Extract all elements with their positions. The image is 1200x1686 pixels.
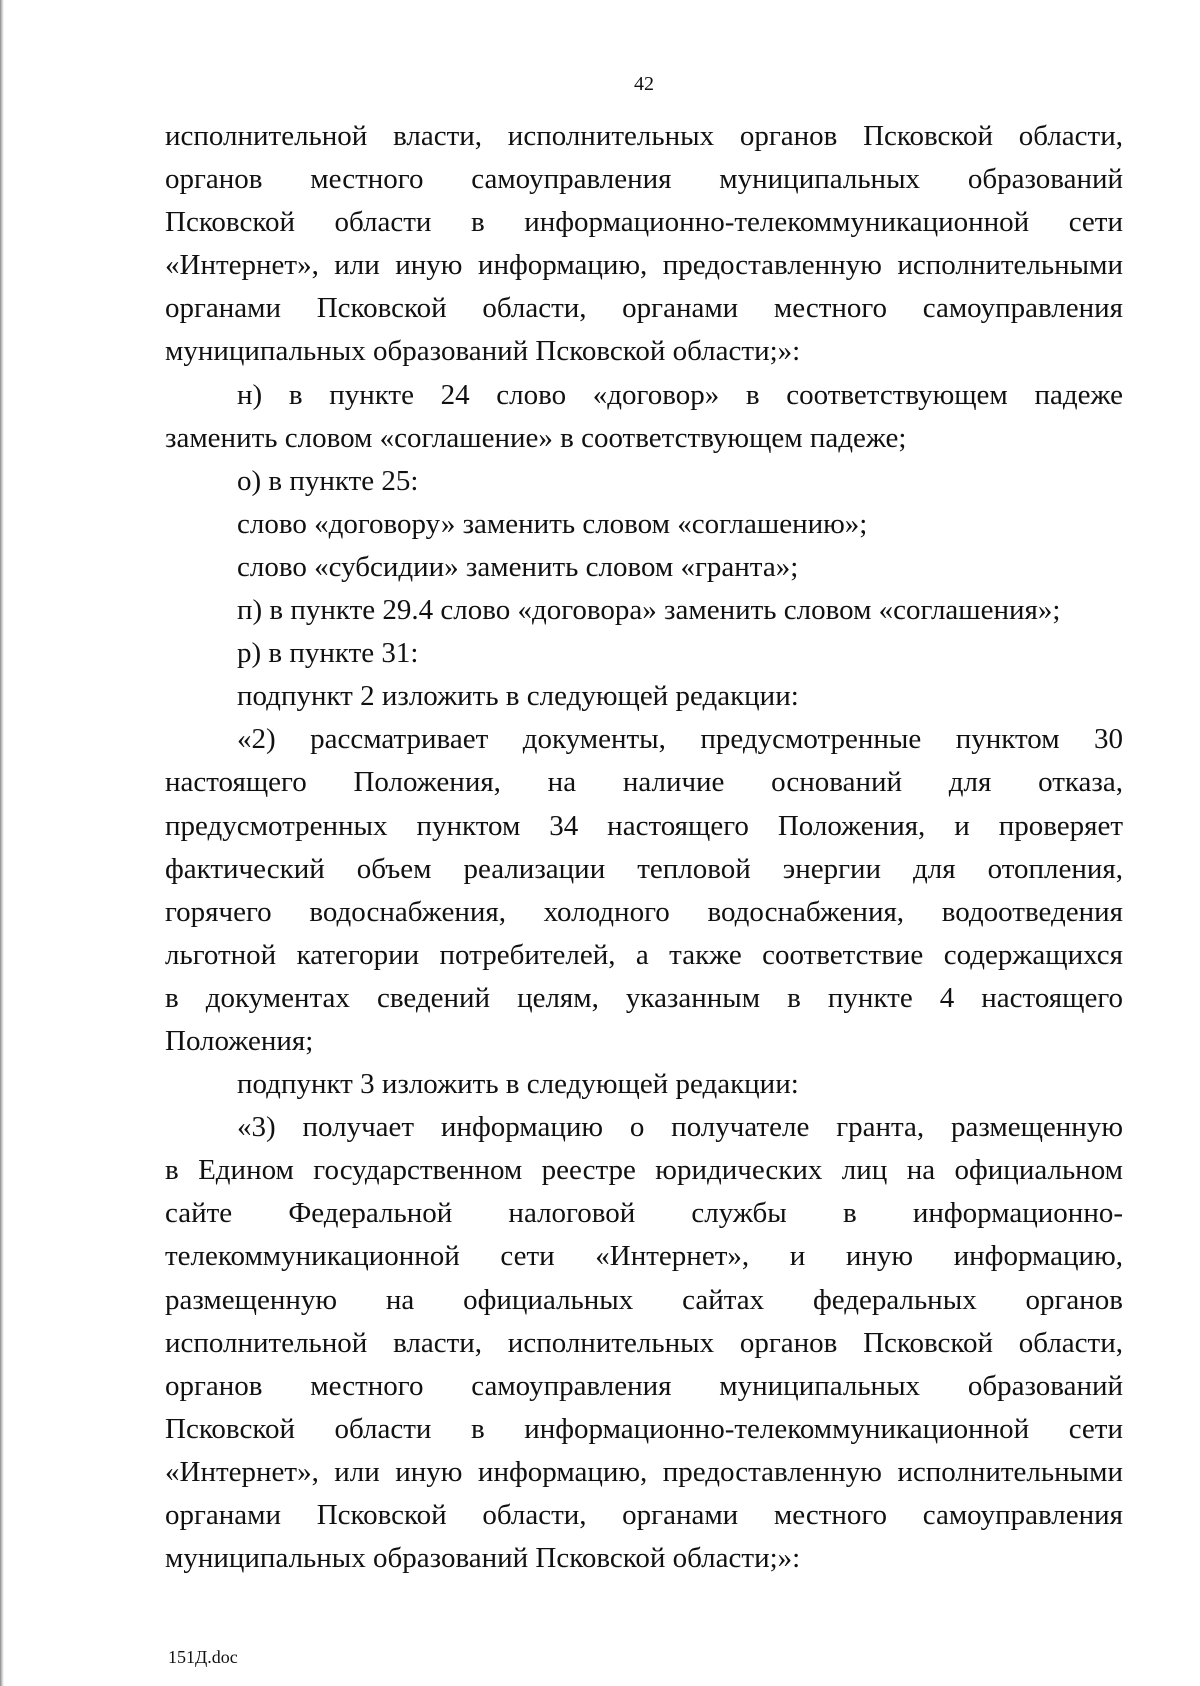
text-line: муниципальных образований Псковской области;»: xyxy=(165,335,801,368)
paragraph-first-line: н) в пункте 24 слово «договор» в соответствующем падеже xyxy=(237,378,1123,411)
text-line: сайте Федеральной налоговой службы в информационно- xyxy=(165,1197,1123,1230)
document-body xyxy=(165,115,1123,1580)
text-line: предусмотренных пунктом 34 настоящего Положения, и проверяет xyxy=(165,809,1123,842)
paragraph-first-line: подпункт 2 изложить в следующей редакции: xyxy=(237,680,799,713)
text-line: органами Псковской области, органами местного самоуправления xyxy=(165,292,1123,325)
text-line: в документах сведений целям, указанным в пункте 4 настоящего xyxy=(165,981,1123,1014)
text-line: настоящего Положения, на наличие оснований для отказа, xyxy=(165,766,1123,799)
text-line: органов местного самоуправления муниципальных образований xyxy=(165,1369,1123,1402)
text-line: заменить словом «соглашение» в соответствующем падеже; xyxy=(165,421,907,454)
text-line: Положения; xyxy=(165,1024,314,1057)
paragraph-first-line: о) в пункте 25: xyxy=(237,464,419,497)
paragraph-first-line: слово «субсидии» заменить словом «гранта»; xyxy=(237,550,799,583)
page-number: 42 xyxy=(634,73,654,95)
text-line: исполнительной власти, исполнительных органов Псковской области, xyxy=(165,120,1123,152)
paragraph-first-line: п) в пункте 29.4 слово «договора» заменить словом «соглашения»; xyxy=(237,594,1061,627)
text-line: льготной категории потребителей, а также соответствие содержащихся xyxy=(165,938,1123,971)
text-line: в Едином государственном реестре юридических лиц на официальном xyxy=(165,1154,1123,1187)
text-line: телекоммуникационной сети «Интернет», и иную информацию, xyxy=(165,1240,1123,1273)
text-line: исполнительной власти, исполнительных органов Псковской области, xyxy=(165,1326,1123,1359)
text-line: размещенную на официальных сайтах федеральных органов xyxy=(165,1283,1123,1316)
paragraph-first-line: «3) получает информацию о получателе гранта, размещенную xyxy=(237,1111,1123,1144)
text-line: Псковской области в информационно-телекоммуникационной сети xyxy=(165,1412,1123,1445)
footer-filename: 151Д.doc xyxy=(168,1647,238,1667)
text-line: Псковской области в информационно-телекоммуникационной сети xyxy=(165,206,1123,239)
scan-edge xyxy=(0,0,4,1686)
text-line: фактический объем реализации тепловой энергии для отопления, xyxy=(165,852,1123,885)
text-line: «Интернет», или иную информацию, предоставленную исполнительными xyxy=(165,1455,1123,1488)
paragraph-first-line: р) в пункте 31: xyxy=(237,637,419,670)
text-line: органов местного самоуправления муниципальных образований xyxy=(165,163,1123,196)
text-line: органами Псковской области, органами местного самоуправления xyxy=(165,1499,1123,1531)
paragraph-first-line: «2) рассматривает документы, предусмотренные пунктом 30 xyxy=(237,723,1123,756)
paragraph-first-line: подпункт 3 изложить в следующей редакции: xyxy=(237,1068,799,1101)
text-line: «Интернет», или иную информацию, предоставленную исполнительными xyxy=(165,249,1123,282)
paragraph-first-line: слово «договору» заменить словом «соглашению»; xyxy=(237,507,868,540)
text-line: муниципальных образований Псковской области;»: xyxy=(165,1542,801,1575)
text-line: горячего водоснабжения, холодного водоснабжения, водоотведения xyxy=(165,895,1123,928)
